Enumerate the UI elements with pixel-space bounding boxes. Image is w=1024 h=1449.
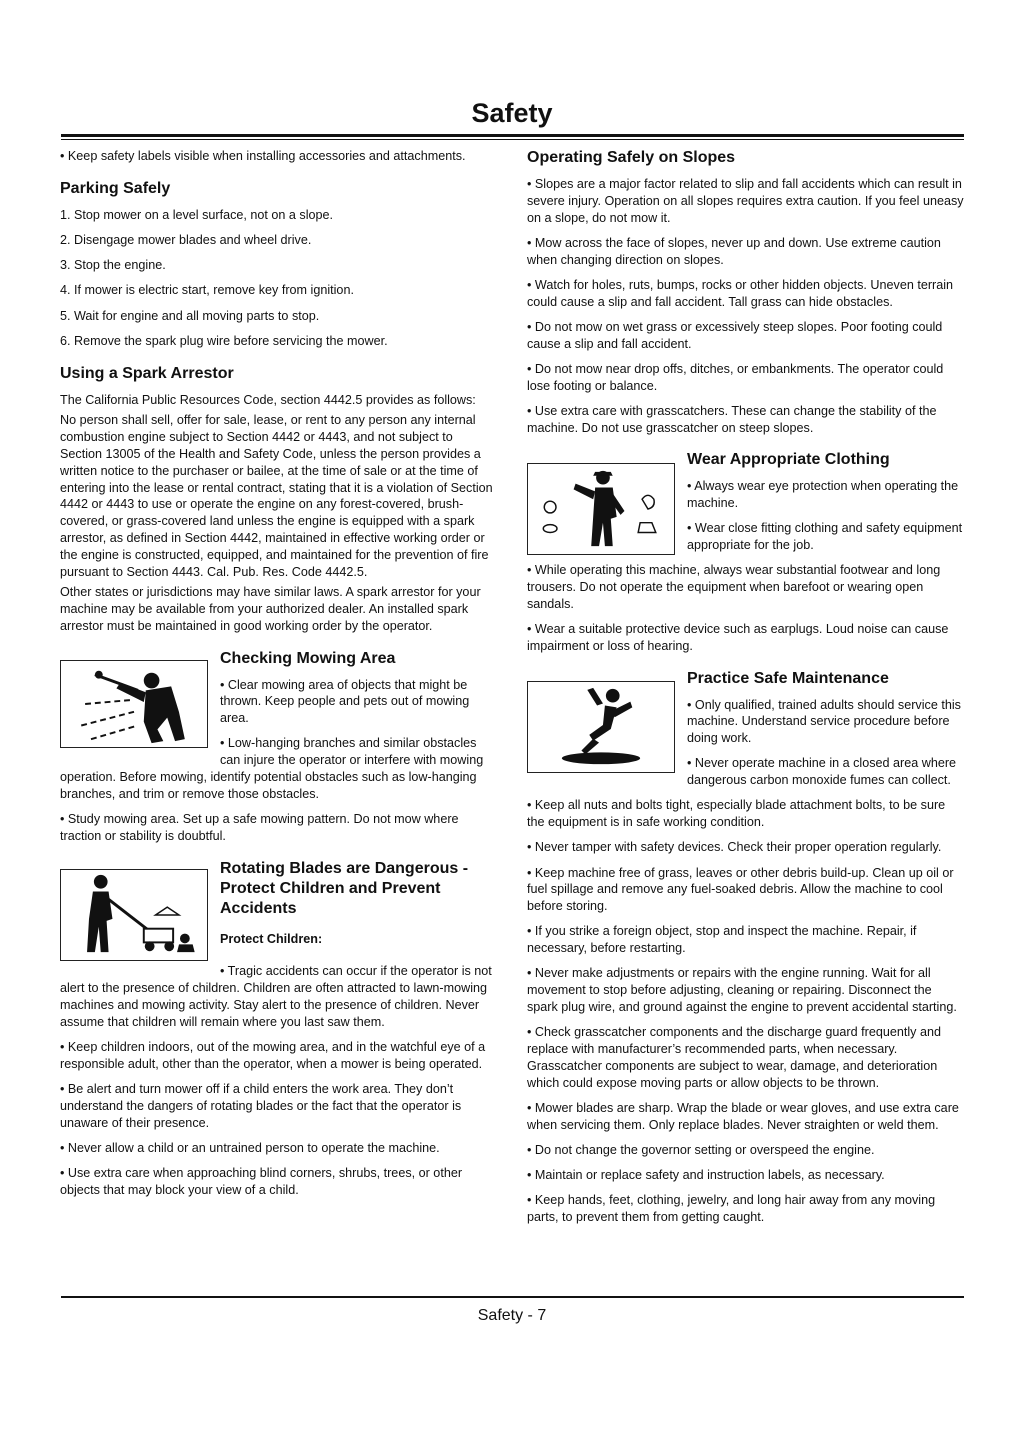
right-column bbox=[527, 148, 965, 1234]
protective-clothing-icon bbox=[528, 464, 674, 554]
maintenance-bullet: • Keep machine free of grass, leaves or other debris build-up. Clean up oil or fuel spillage and remove any fuel-soaked debris. Allow the machine to cool before storing. bbox=[527, 865, 954, 914]
checking-bullet: • Clear mowing area of objects that might be thrown. Keep people and pets out of mowing area. bbox=[220, 677, 470, 726]
parking-step: 2. Disengage mower blades and wheel drive. bbox=[60, 232, 312, 247]
spark-paragraph: Other states or jurisdictions may have similar laws. A spark arrestor for your machine may be available from your authorized dealer. An installed spark arrestor must be maintained in good working order by the operator. bbox=[60, 585, 481, 633]
slopes-bullet: • Mow across the face of slopes, never up and down. Use extreme caution when changing direction on slopes. bbox=[527, 235, 941, 267]
maintenance-bullet: • Check grasscatcher components and the discharge guard frequently and replace with manufacturer’s recommended parts, when necessary. Grasscatcher components are subject to wear, damage, and deterioration which could expose moving parts or allow objects to be thrown. bbox=[527, 1025, 941, 1090]
maintenance-heading: Practice Safe Maintenance bbox=[687, 669, 889, 687]
header-rule-thin bbox=[61, 139, 964, 140]
slopes-bullet: • Do not mow near drop offs, ditches, or embankments. The operator could lose footing or balance. bbox=[527, 361, 944, 393]
thrown-objects-icon bbox=[61, 661, 207, 747]
page-number: Safety - 7 bbox=[477, 1307, 547, 1324]
parking-step: 5. Wait for engine and all moving parts to stop. bbox=[60, 308, 320, 323]
slip-hazard-icon bbox=[528, 682, 674, 772]
clothing-heading: Wear Appropriate Clothing bbox=[687, 451, 890, 469]
thrown-objects-illustration bbox=[60, 660, 208, 748]
maintenance-bullet: • Never make adjustments or repairs with the engine running. Wait for all movement to stop before adjusting, cleaning or repairing. Disconnect the spark plug wire, and ground against the engine to prevent accidental starting. bbox=[527, 966, 957, 1014]
slopes-heading: Operating Safely on Slopes bbox=[527, 149, 736, 166]
checking-bullet: • Low-hanging branches and similar obstacles can injure the operator or interfere with mowing operation. Before mowing, identify potential obstacles such as low-hanging branches, and trim or remove those obstacles. bbox=[60, 736, 484, 801]
footer-rule bbox=[61, 1296, 964, 1298]
left-column bbox=[60, 148, 496, 1207]
checking-area-heading: Checking Mowing Area bbox=[220, 649, 396, 667]
slip-hazard-illustration bbox=[527, 681, 675, 773]
spark-paragraph: No person shall sell, offer for sale, lease, or rent to any person any internal combustion engine subject to Section 4442 or 4443, and not subject to Section 13005 of the Health and Safety Code, unless the person provides a written notice to the purchaser or bailee, at the time of sale or at the time of entering into the lease or rental contract, stating that it is a violation of Section 4442 or 4443 to use or operate the engine on any forest-covered, brush-covered, or grass-covered land unless the engine is equipped with a spark arrestor, as defined in Section 4442, maintained in effective working order or the engine is constructed, equipped, and maintained for the prevention of fire pursuant to Section 4443. Cal. Pub. Res. Code 4442.5. bbox=[60, 413, 493, 579]
slopes-bullet: • Watch for holes, ruts, bumps, rocks or other hidden objects. Uneven terrain could cause a slip and fall accident. Tall grass can hide obstacles. bbox=[527, 277, 954, 309]
checking-bullet: • Study mowing area. Set up a safe mowing pattern. Do not mow where traction or stability is doubtful. bbox=[60, 812, 459, 843]
slopes-bullet: • Slopes are a major factor related to slip and fall accidents which can result in severe injury. Operation on all slopes requires extra caution. If you feel uneasy on a slope, do not mow it. bbox=[527, 177, 964, 225]
protective-clothing-illustration bbox=[527, 463, 675, 555]
blades-bullet: • Never allow a child or an untrained person to operate the machine. bbox=[60, 1140, 440, 1155]
blades-bullet: • Keep children indoors, out of the mowing area, and in the watchful eye of a responsible adult, other than the operator, when a mower is being operated. bbox=[60, 1040, 486, 1071]
maintenance-bullet: • Do not change the governor setting or overspeed the engine. bbox=[527, 1142, 875, 1157]
maintenance-bullet: • Keep hands, feet, clothing, jewelry, and long hair away from any moving parts, to prevent them from getting caught. bbox=[527, 1193, 936, 1224]
clothing-bullet: • Wear a suitable protective device such as earplugs. Loud noise can cause impairment or loss of hearing. bbox=[527, 622, 949, 653]
parking-step: 4. If mower is electric start, remove key from ignition. bbox=[60, 283, 354, 298]
slopes-bullet: • Do not mow on wet grass or excessively steep slopes. Poor footing could cause a slip and fall accident. bbox=[527, 319, 943, 351]
parking-heading: Parking Safely bbox=[60, 179, 171, 197]
maintenance-bullet: • Maintain or replace safety and instruction labels, as necessary. bbox=[527, 1167, 885, 1182]
intro-bullet: • Keep safety labels visible when installing accessories and attachments. bbox=[60, 149, 466, 163]
parking-step: 6. Remove the spark plug wire before servicing the mower. bbox=[60, 333, 388, 348]
blades-bullet: • Tragic accidents can occur if the operator is not alert to the presence of children. Children are often attracted to lawn-mowing machines and mowing activity. Stay alert to the presence of children. Never assume that children will remain where you last saw them. bbox=[60, 964, 492, 1029]
mower-child-icon bbox=[61, 870, 207, 960]
clothing-bullet: • While operating this machine, always wear substantial footwear and long trousers. Do not operate the equipment when barefoot or wearing open sandals. bbox=[527, 563, 941, 611]
rotating-blades-heading: Rotating Blades are Dangerous - Protect Children and Prevent Accidents bbox=[220, 859, 469, 917]
maintenance-bullet: • Mower blades are sharp. Wrap the blade or wear gloves, and use extra care when servicing them. Only replace blades. Never straighten or weld them. bbox=[527, 1100, 959, 1132]
maintenance-bullet: • Never operate machine in a closed area where dangerous carbon monoxide fumes can collect. bbox=[687, 756, 957, 788]
maintenance-bullet: • Only qualified, trained adults should service this machine. Understand service procedure before doing work. bbox=[687, 697, 961, 746]
slopes-bullet: • Use extra care with grasscatchers. These can change the stability of the machine. Do not use grasscatcher on steep slopes. bbox=[527, 403, 937, 435]
parking-step: 3. Stop the engine. bbox=[60, 258, 166, 273]
page-title: Safety bbox=[471, 98, 553, 128]
mower-child-illustration bbox=[60, 869, 208, 961]
parking-step: 1. Stop mower on a level surface, not on a slope. bbox=[60, 207, 334, 222]
blades-bullet: • Be alert and turn mower off if a child enters the work area. They don’t understand the dangers of rotating blades or the fact that the operator is unaware of their presence. bbox=[60, 1082, 462, 1130]
clothing-bullet: • Always wear eye protection when operating the machine. bbox=[687, 479, 959, 511]
spark-arrestor-heading: Using a Spark Arrestor bbox=[60, 364, 234, 382]
maintenance-bullet: • If you strike a foreign object, stop and inspect the machine. Repair, if necessary, before restarting. bbox=[527, 924, 917, 956]
blades-bullet: • Use extra care when approaching blind corners, shrubs, trees, or other objects that may block your view of a child. bbox=[60, 1165, 463, 1197]
maintenance-bullet: • Keep all nuts and bolts tight, especially blade attachment bolts, to be sure the equipment is in safe working condition. bbox=[527, 798, 946, 830]
header-rule bbox=[61, 134, 964, 137]
spark-paragraph: The California Public Resources Code, section 4442.5 provides as follows: bbox=[60, 392, 476, 407]
maintenance-bullet: • Never tamper with safety devices. Check their proper operation regularly. bbox=[527, 840, 942, 855]
clothing-bullet: • Wear close fitting clothing and safety equipment appropriate for the job. bbox=[687, 521, 963, 553]
protect-children-subheading: Protect Children: bbox=[220, 931, 323, 946]
